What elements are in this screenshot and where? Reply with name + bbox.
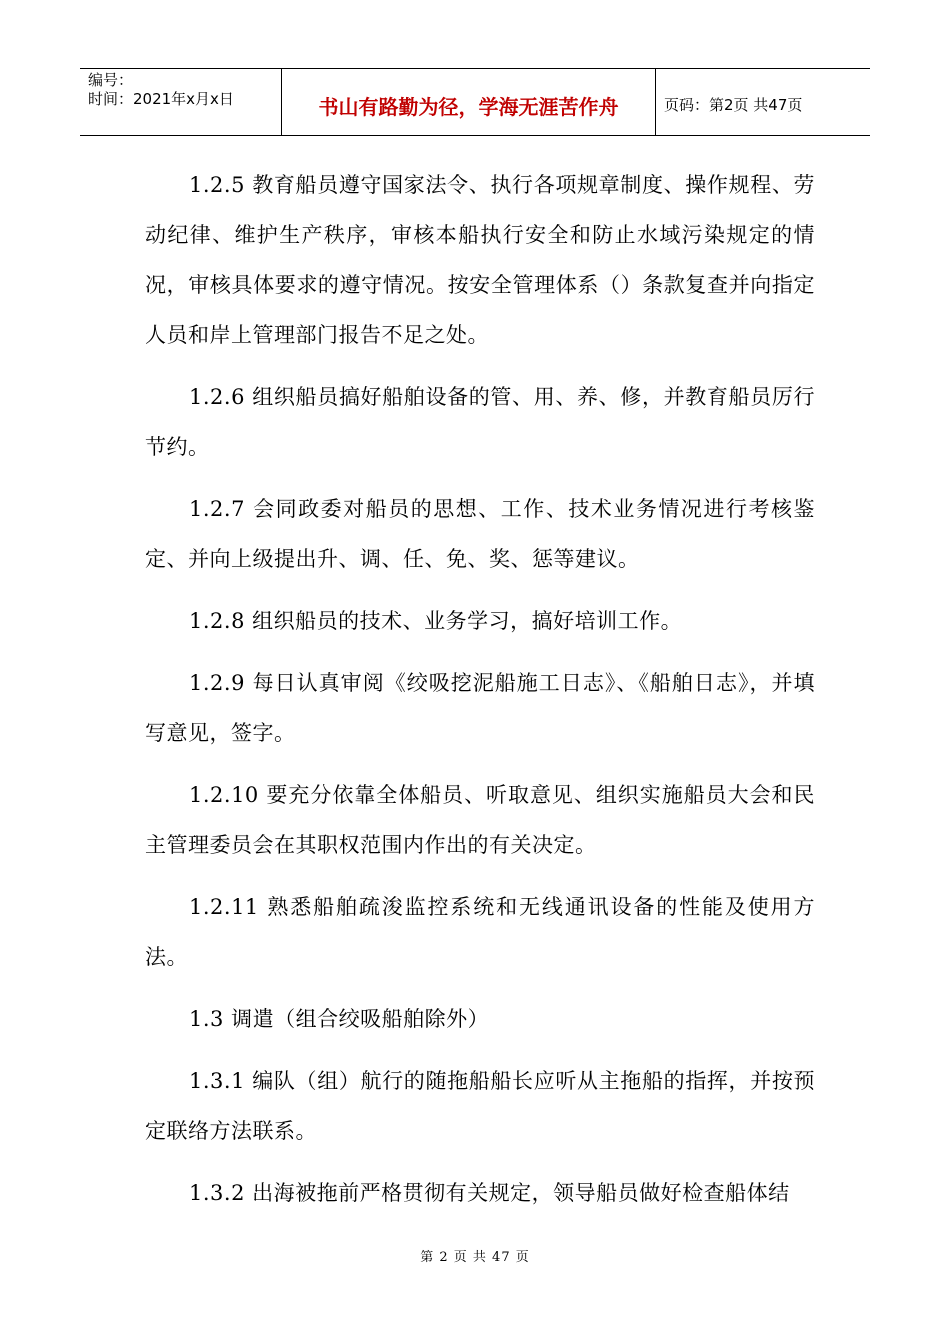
- paragraph-1-2-11: 1.2.11 熟悉船舶疏浚监控系统和无线通讯设备的性能及使用方法。: [145, 895, 815, 969]
- header-table: [80, 68, 870, 136]
- section-heading-1-3: 1.3 调遣（组合绞吸船舶除外）: [189, 1007, 490, 1031]
- paragraph-1-2-5: 1.2.5 教育船员遵守国家法令、执行各项规章制度、操作规程、劳动纪律、维护生产秩序，审核本船执行安全和防止水域污染规定的情况，审核具体要求的遵守情况。按安全管理体系（）条款复查并向指定人员和岸上管理部门报告不足之处。: [145, 173, 815, 347]
- doc-number-label: 编号：: [88, 71, 134, 89]
- paragraph-1-3-2: 1.3.2 出海被拖前严格贯彻有关规定，领导船员做好检查船体结: [189, 1181, 790, 1205]
- paragraph-1-2-7: 1.2.7 会同政委对船员的思想、工作、技术业务情况进行考核鉴定、并向上级提出升、调、任、免、奖、惩等建议。: [145, 497, 815, 571]
- paragraph-1-2-8: 1.2.8 组织船员的技术、业务学习，搞好培训工作。: [189, 609, 683, 633]
- page-footer: 第 2 页 共 47 页: [420, 1250, 530, 1265]
- header-meta-cell: [80, 69, 282, 135]
- header-page-info: 页码：第2页 共47页: [664, 95, 803, 114]
- motto: 书山有路勤为径，学海无涯苦作舟: [282, 69, 656, 135]
- paragraph-1-2-10: 1.2.10 要充分依靠全体船员、听取意见、组织实施船员大会和民主管理委员会在其职权范围内作出的有关决定。: [145, 783, 815, 857]
- document-body: [145, 160, 815, 1230]
- paragraph-1-3-1: 1.3.1 编队（组）航行的随拖船船长应听从主拖船的指挥，并按预定联络方法联系。: [145, 1069, 815, 1143]
- paragraph-1-2-9: 1.2.9 每日认真审阅《绞吸挖泥船施工日志》、《船舶日志》，并填写意见，签字。: [145, 671, 815, 745]
- date-label: 时间：2021年x月x日: [88, 90, 234, 108]
- paragraph-1-2-6: 1.2.6 组织船员搞好船舶设备的管、用、养、修，并教育船员厉行节约。: [145, 385, 815, 459]
